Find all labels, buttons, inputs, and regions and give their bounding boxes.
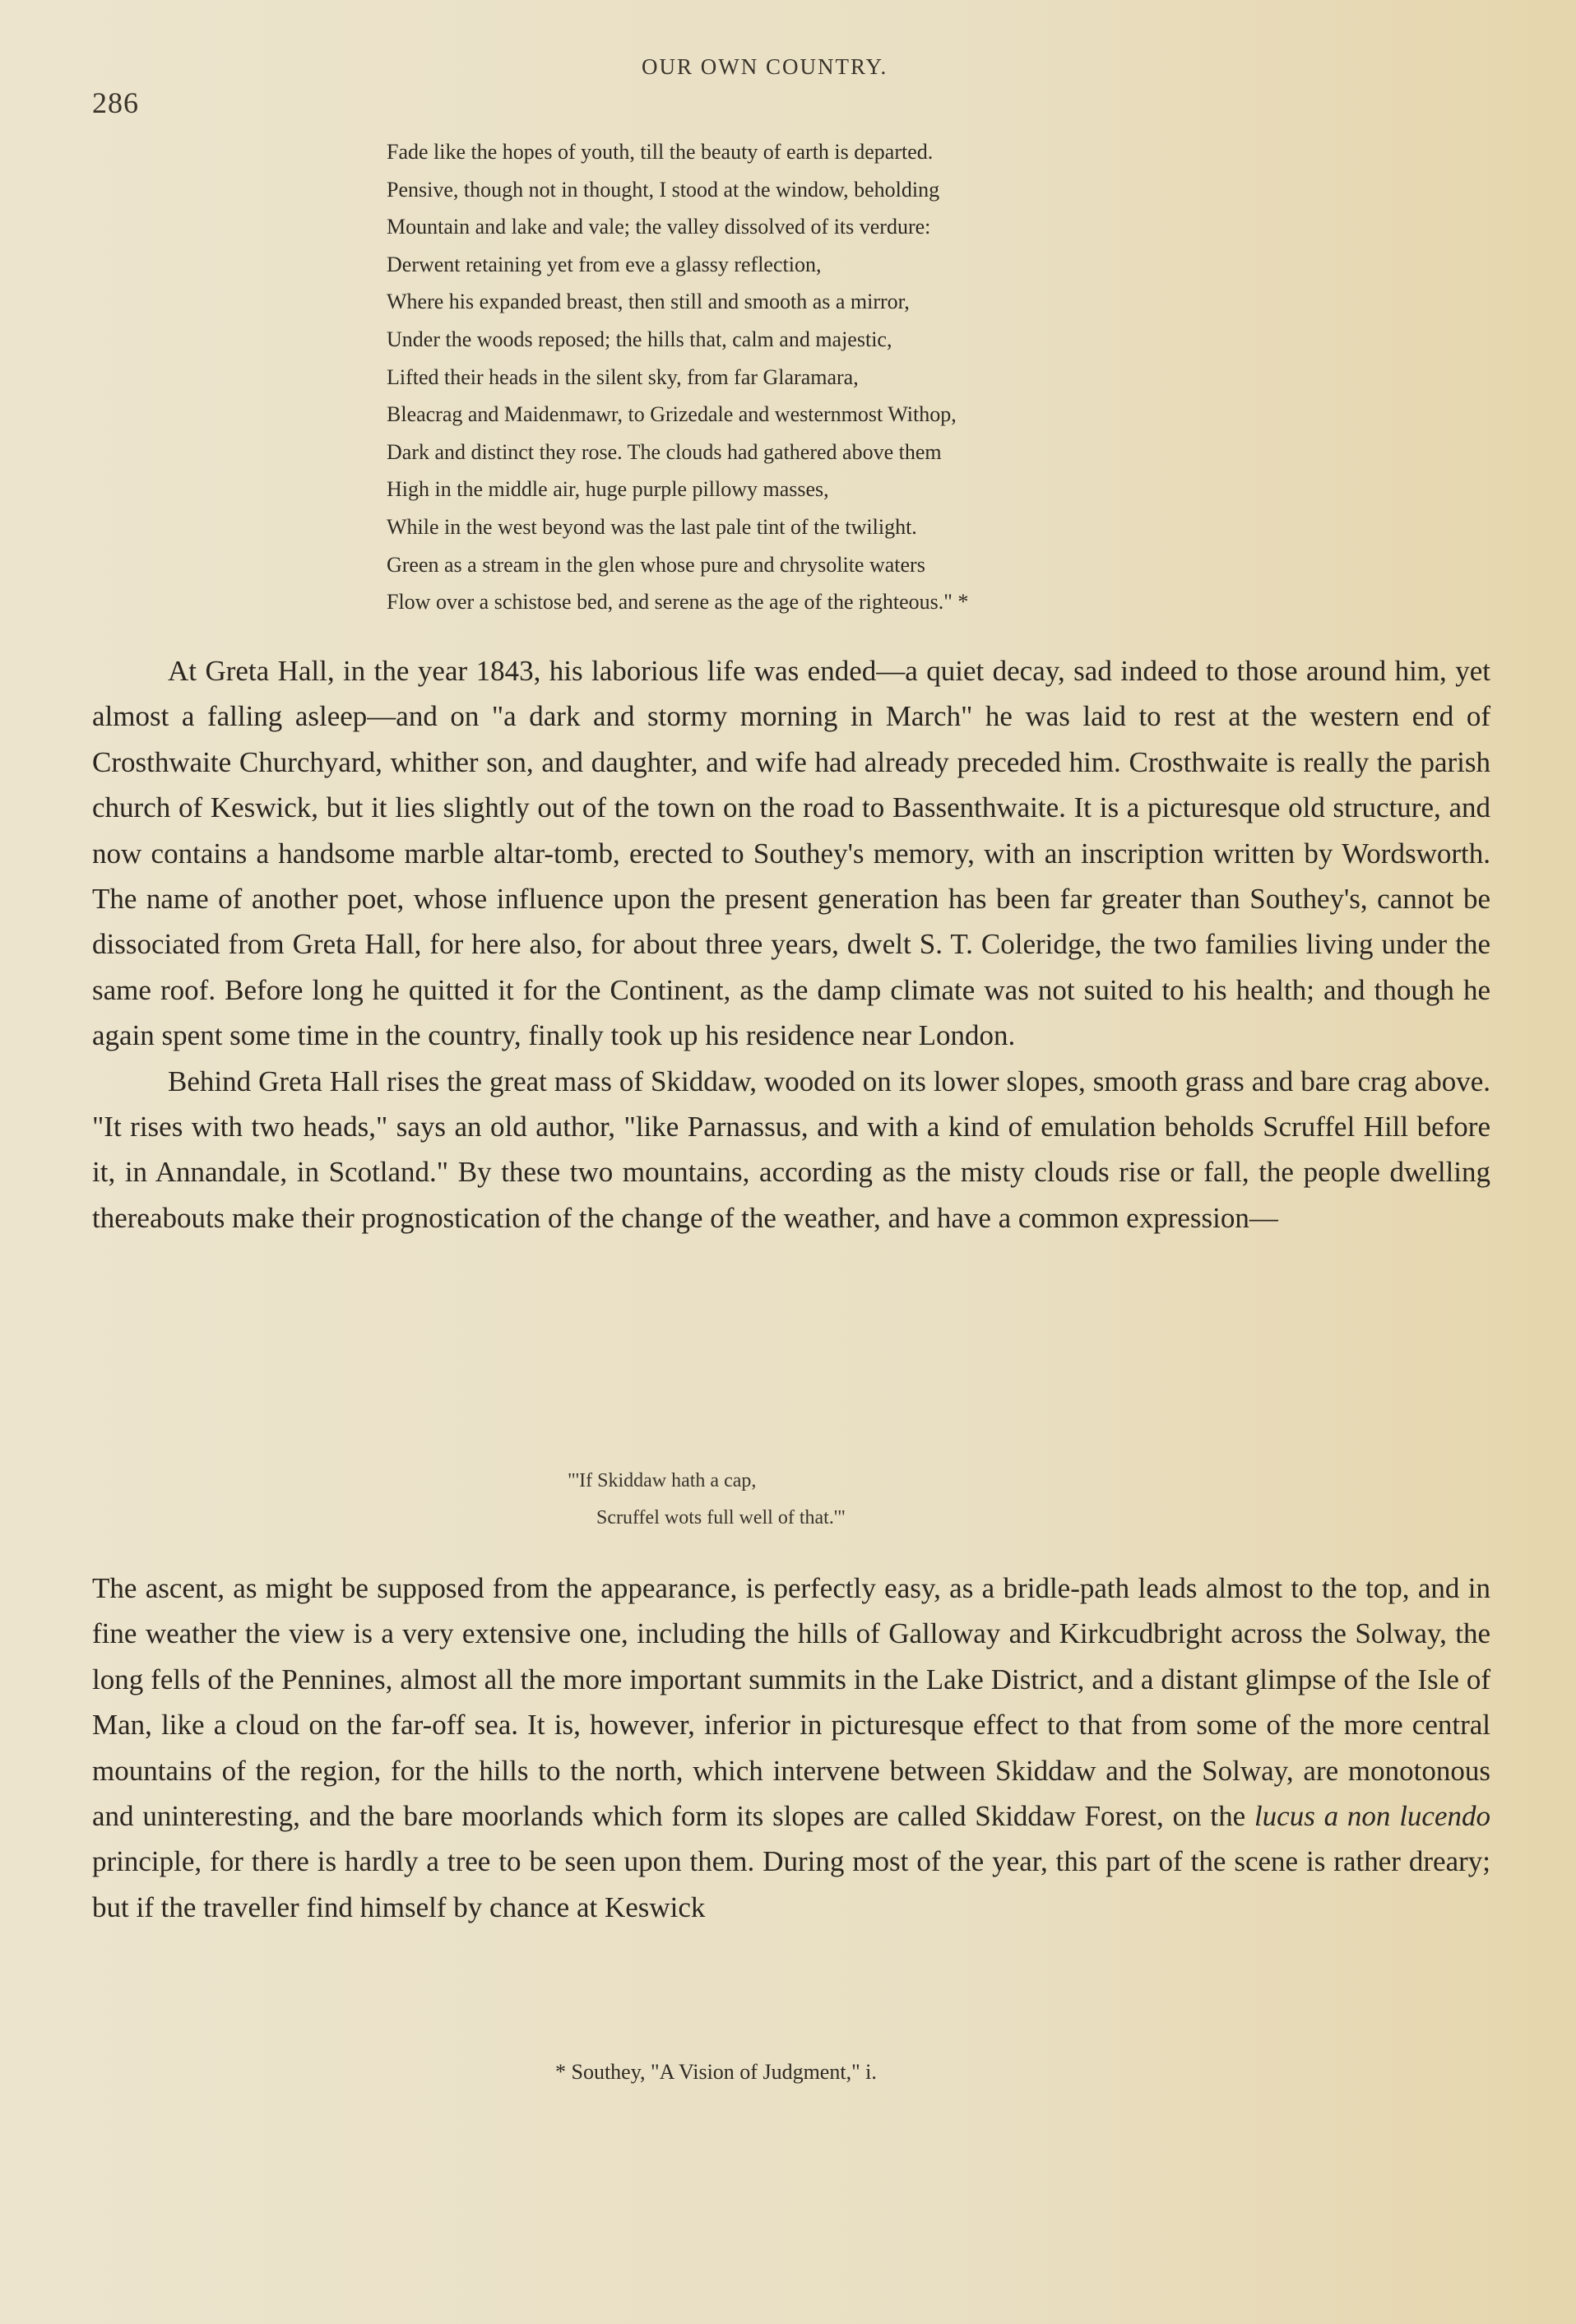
rhyme-line-1: "'If Skiddaw hath a cap, xyxy=(568,1470,757,1491)
verse-line: Lifted their heads in the silent sky, from far Glaramara, xyxy=(387,364,859,389)
ascent-text-end: principle, for there is hardly a tree to be seen upon them. During most of the year, this part of the scene is rather dreary; but if the traveller find himself by chance at Keswick xyxy=(92,1845,1490,1923)
page-number: 286 xyxy=(92,86,139,119)
verse-line: Fade like the hopes of youth, till the beauty of earth is departed. xyxy=(387,140,934,164)
verse-line: Bleacrag and Maidenmawr, to Grizedale and westernmost Withop, xyxy=(387,402,957,427)
paragraph-ascent xyxy=(92,1566,1490,1930)
verse-line: High in the middle air, huge purple pillowy masses, xyxy=(387,477,829,502)
verse-line: Dark and distinct they rose. The clouds had gathered above them xyxy=(387,439,942,464)
ascent-text-start: The ascent, as might be supposed from the appearance, is perfectly easy, as a bridle-path leads almost to the top, and in fine weather the view is a very extensive one, including the hills of Galloway and Kirkcudbright across the Solway, the long fells of the Pennines, almost all the more important summits in the Lake District, and a distant glimpse of the Isle of Man, like a cloud on the far-off sea. It is, however, inferior in picturesque effect to that from some of the more central mountains of the region, for the hills to the north, which intervene between Skiddaw and the Solway, are monotonous and uninteresting, and the bare moorlands which form its slopes are called Skiddaw Forest, on the xyxy=(92,1572,1490,1833)
paragraph-greta-hall: At Greta Hall, in the year 1843, his laborious life was ended—a quiet decay, sad indeed to those around him, yet almost a falling asleep—and on "a dark and stormy morning in March" he was laid to rest at the western end of Crosthwaite Churchyard, whither son, and daughter, and wife had already preceded him. Crosthwaite is really the parish church of Keswick, but it lies slightly out of the town on the road to Bassenthwaite. It is a picturesque old structure, and now contains a handsome marble altar-tomb, erected to Southey's memory, with an inscription written by Wordsworth. The name of another poet, whose influence upon the present generation has been far greater than Southey's, cannot be dissociated from Greta Hall, for here also, for about three years, dwelt S. T. Coleridge, the two families living under the same roof. Before long he quitted it for the Continent, as the damp climate was not suited to his health; and though he again spent some time in the country, finally took up his residence near London. xyxy=(92,655,1490,1052)
footnote: * Southey, "A Vision of Judgment," i. xyxy=(555,2060,877,2084)
latin-phrase: lucus a non lucendo xyxy=(1254,1800,1490,1833)
paragraph-skiddaw: Behind Greta Hall rises the great mass of Skiddaw, wooded on its lower slopes, smooth grass and bare crag above. "It rises with two heads," says an old author, "like Parnassus, and with a kind of emulation beholds Scruffel Hill before it, in Annandale, in Scotland." By these two mountains, according as the misty clouds rise or fall, the people dwelling thereabouts make their prognostication of the change of the weather, and have a common expression— xyxy=(92,1065,1490,1234)
verse-block xyxy=(387,133,1291,621)
verse-line: Under the woods reposed; the hills that, calm and majestic, xyxy=(387,327,892,351)
running-head: OUR OWN COUNTRY. xyxy=(642,54,888,79)
rhyme-line-2: Scruffel wots full well of that.'" xyxy=(596,1507,846,1528)
verse-line: Pensive, though not in thought, I stood at the window, beholding xyxy=(387,177,940,202)
verse-line: Green as a stream in the glen whose pure and chrysolite waters xyxy=(387,552,925,577)
skiddaw-rhyme xyxy=(568,1463,846,1537)
verse-line: While in the west beyond was the last pale tint of the twilight. xyxy=(387,514,917,539)
verse-line: Mountain and lake and vale; the valley dissolved of its verdure: xyxy=(387,215,931,239)
verse-line: Derwent retaining yet from eve a glassy reflection, xyxy=(387,252,822,276)
verse-line: Flow over a schistose bed, and serene as the age of the righteous." * xyxy=(387,590,969,615)
verse-line: Where his expanded breast, then still and smooth as a mirror, xyxy=(387,290,910,314)
body-text-upper xyxy=(92,648,1490,1241)
body-text-lower xyxy=(92,1566,1490,1930)
